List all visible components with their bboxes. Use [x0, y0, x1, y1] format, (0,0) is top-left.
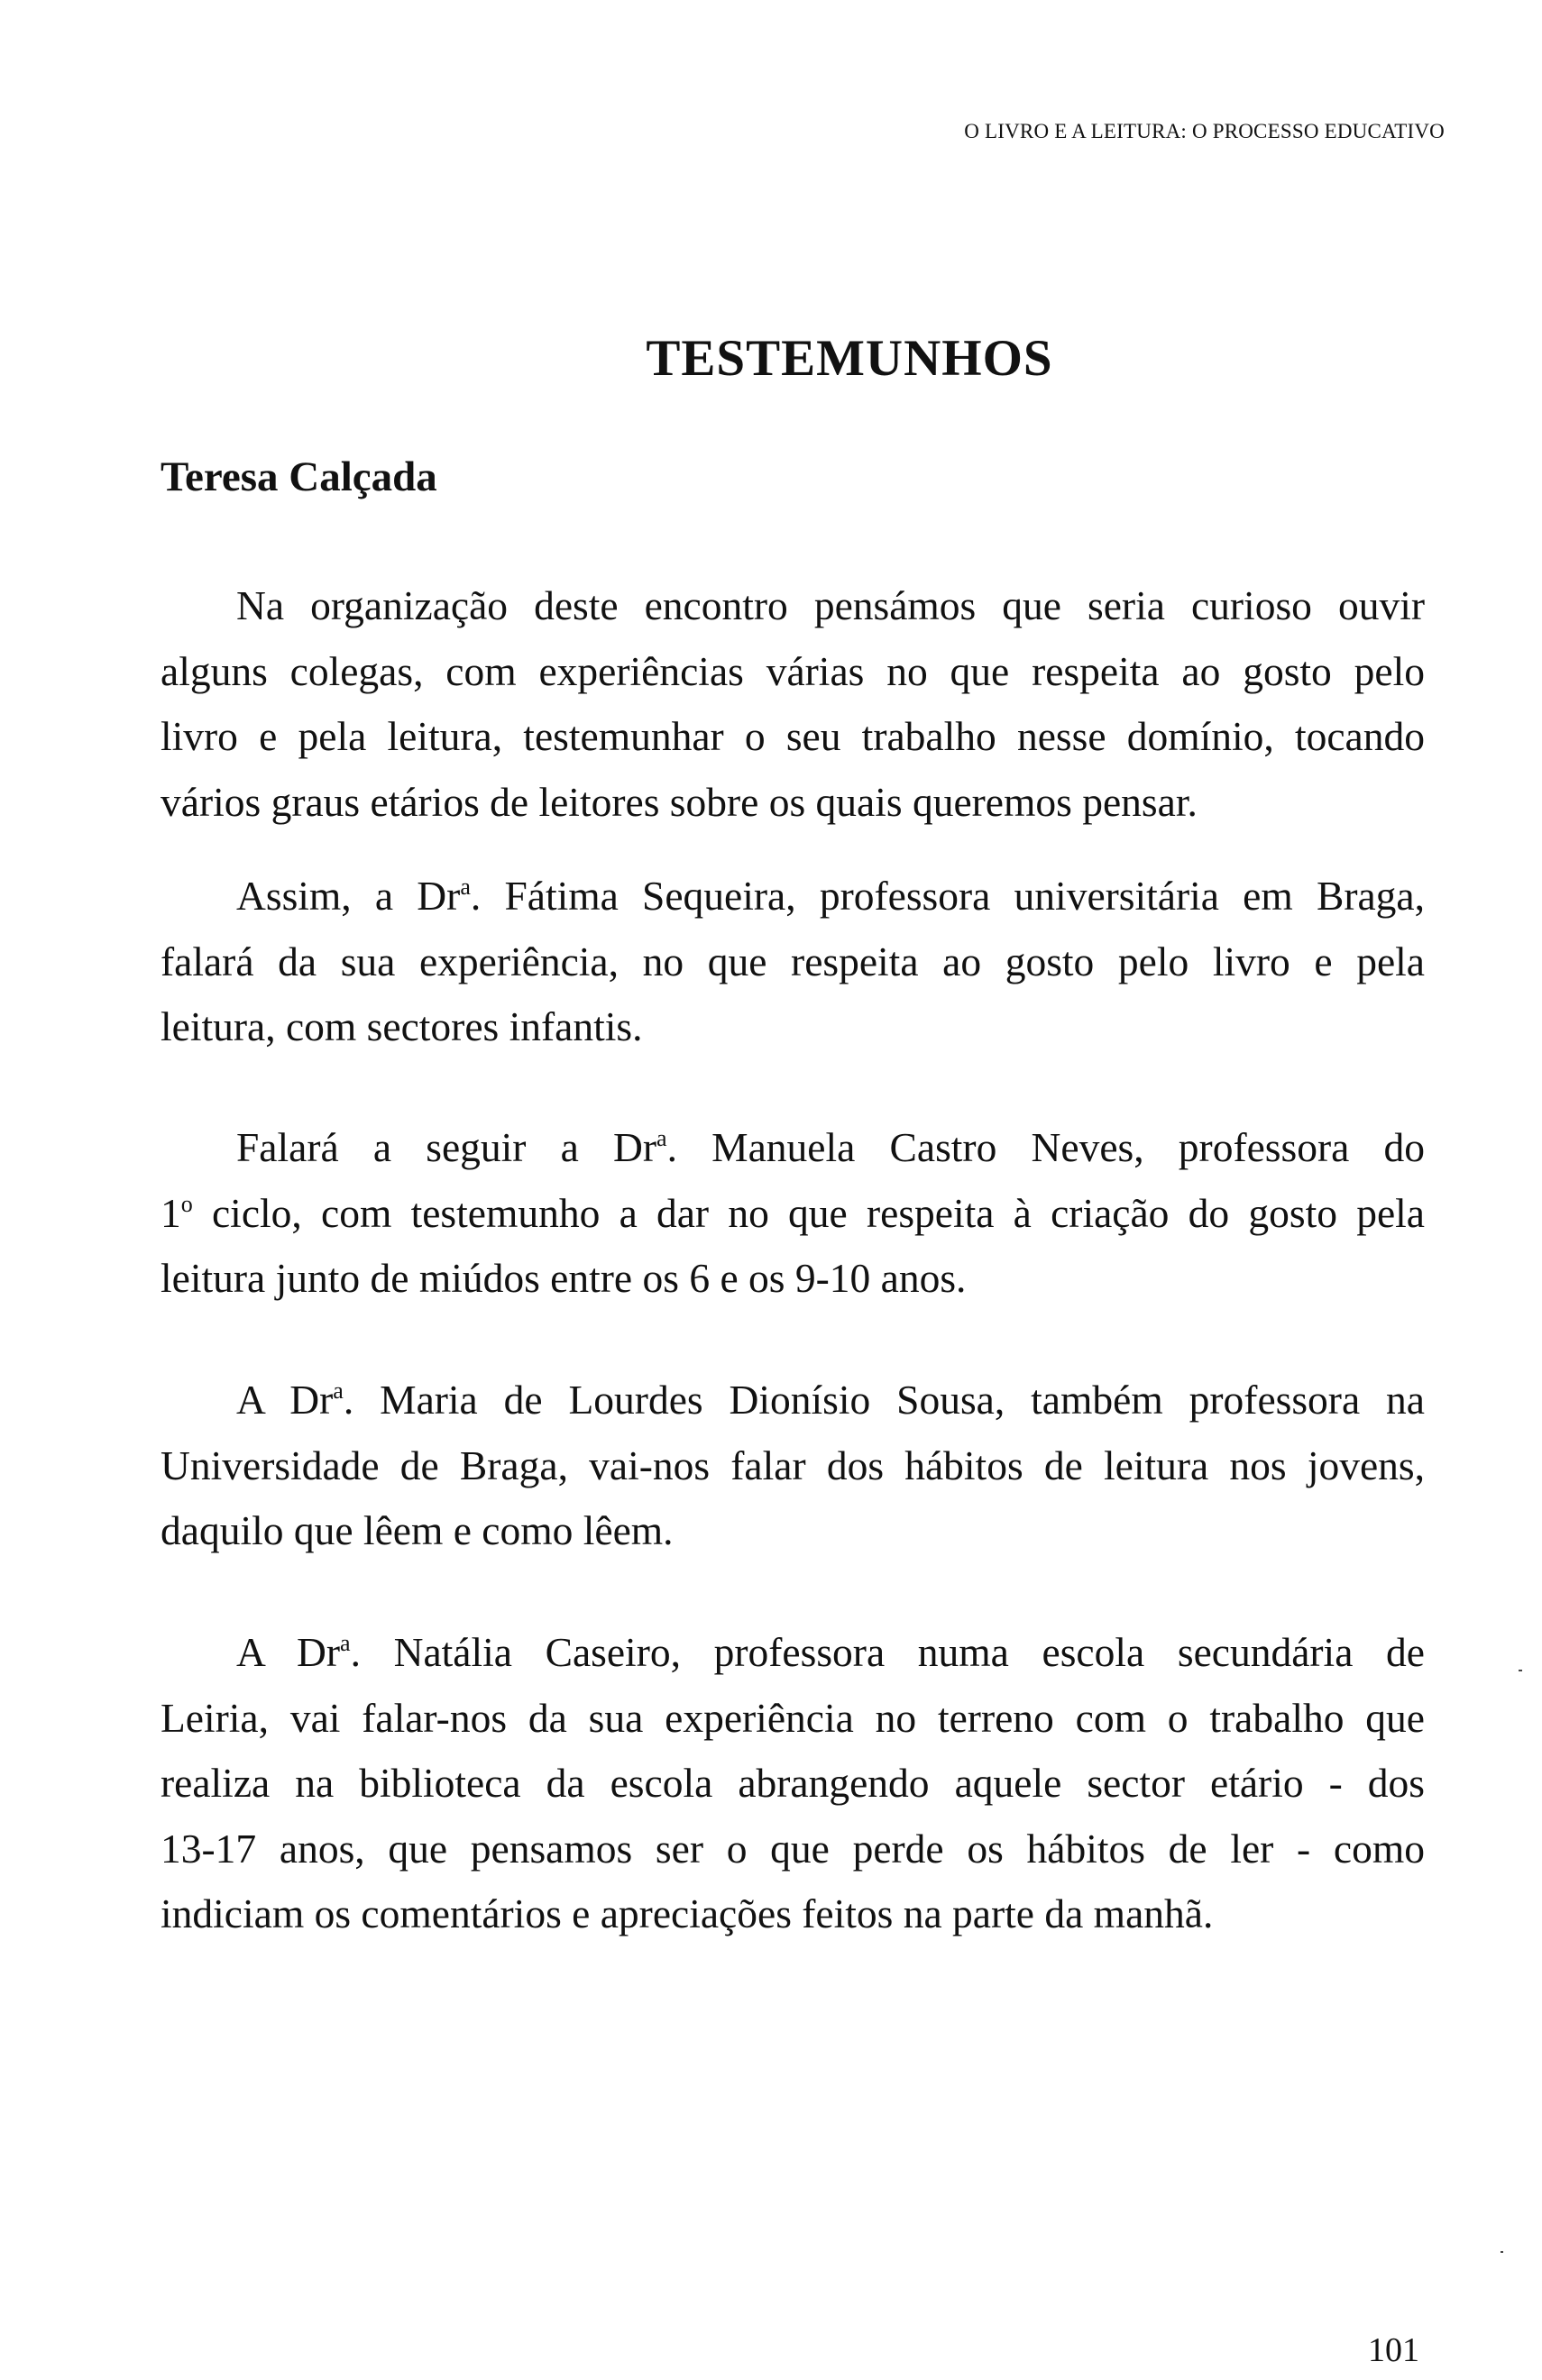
- paragraph-line: Leiria, vai falar-nos da sua experiência no terreno com o trabalho que: [161, 1694, 1425, 1741]
- paragraph-line: alguns colegas, com experiências várias no que respeita ao gosto pelo: [161, 647, 1425, 694]
- paragraph-line: falará da sua experiência, no que respeita ao gosto pelo livro e pela: [161, 938, 1425, 984]
- paragraph-line: Universidade de Braga, vai-nos falar dos hábitos de leitura nos jovens,: [161, 1442, 1425, 1488]
- text-run: . Maria de Lourdes Dionísio Sousa, também professora na: [343, 1377, 1426, 1423]
- paragraph-natalia-caseiro: [161, 1620, 1425, 1947]
- paragraph-line: daquilo que lêem e como lêem.: [161, 1507, 674, 1553]
- scan-speck: [1519, 1670, 1522, 1671]
- paragraph-line: Na organização deste encontro pensámos que seria curioso ouvir: [236, 582, 1425, 628]
- text-run: . Manuela Castro Neves, professora do: [666, 1124, 1425, 1170]
- text-run: A Dr: [236, 1377, 334, 1423]
- paragraph-line: livro e pela leitura, testemunhar o seu trabalho nesse domínio, tocando: [161, 713, 1425, 759]
- paragraph-line: leitura junto de miúdos entre os 6 e os 9-10 anos.: [161, 1255, 967, 1301]
- ordinal-superscript: o: [180, 1190, 193, 1217]
- paragraph-fatima-sequeira: [161, 864, 1425, 1060]
- paragraph-intro: [161, 573, 1425, 835]
- paragraph-line: [161, 1368, 1425, 1433]
- running-header: O LIVRO E A LEITURA: O PROCESSO EDUCATIVO: [964, 120, 1445, 142]
- paragraph-line: [161, 864, 1425, 929]
- paragraph-line: vários graus etários de leitores sobre os quais queremos pensar.: [161, 778, 1198, 825]
- text-run: 1: [161, 1189, 181, 1236]
- paragraph-maria-de-lourdes: [161, 1368, 1425, 1564]
- text-run: . Natália Caseiro, professora numa escola secundária de: [350, 1629, 1425, 1675]
- ordinal-superscript: a: [460, 874, 471, 900]
- paragraph-line: leitura, com sectores infantis.: [161, 1003, 643, 1049]
- text-run: . Fátima Sequeira, professora universitária em Braga,: [470, 873, 1426, 919]
- scan-speck: [1501, 2251, 1503, 2253]
- text-run: Falará a seguir a Dr: [236, 1124, 657, 1170]
- text-run: A Dr: [236, 1629, 341, 1675]
- page-number: 101: [1368, 2331, 1419, 2369]
- ordinal-superscript: a: [340, 1630, 351, 1656]
- paragraph-line: [161, 1620, 1425, 1686]
- paragraph-manuela-castro-neves: [161, 1115, 1425, 1312]
- section-title: TESTEMUNHOS: [646, 330, 1053, 387]
- paragraph-line: indiciam os comentários e apreciações feitos na parte da manhã.: [161, 1890, 1214, 1936]
- text-run: Assim, a Dr: [236, 873, 461, 919]
- author-name: Teresa Calçada: [161, 453, 437, 500]
- text-run: ciclo, com testemunho a dar no que respeita à criação do gosto pela: [192, 1189, 1425, 1236]
- paragraph-line: [161, 1181, 1425, 1247]
- ordinal-superscript: a: [656, 1125, 667, 1151]
- ordinal-superscript: a: [333, 1378, 344, 1404]
- paragraph-line: [161, 1115, 1425, 1181]
- paragraph-line: realiza na biblioteca da escola abrangendo aquele sector etário - dos: [161, 1760, 1425, 1806]
- paragraph-line: 13-17 anos, que pensamos ser o que perde os hábitos de ler - como: [161, 1825, 1425, 1872]
